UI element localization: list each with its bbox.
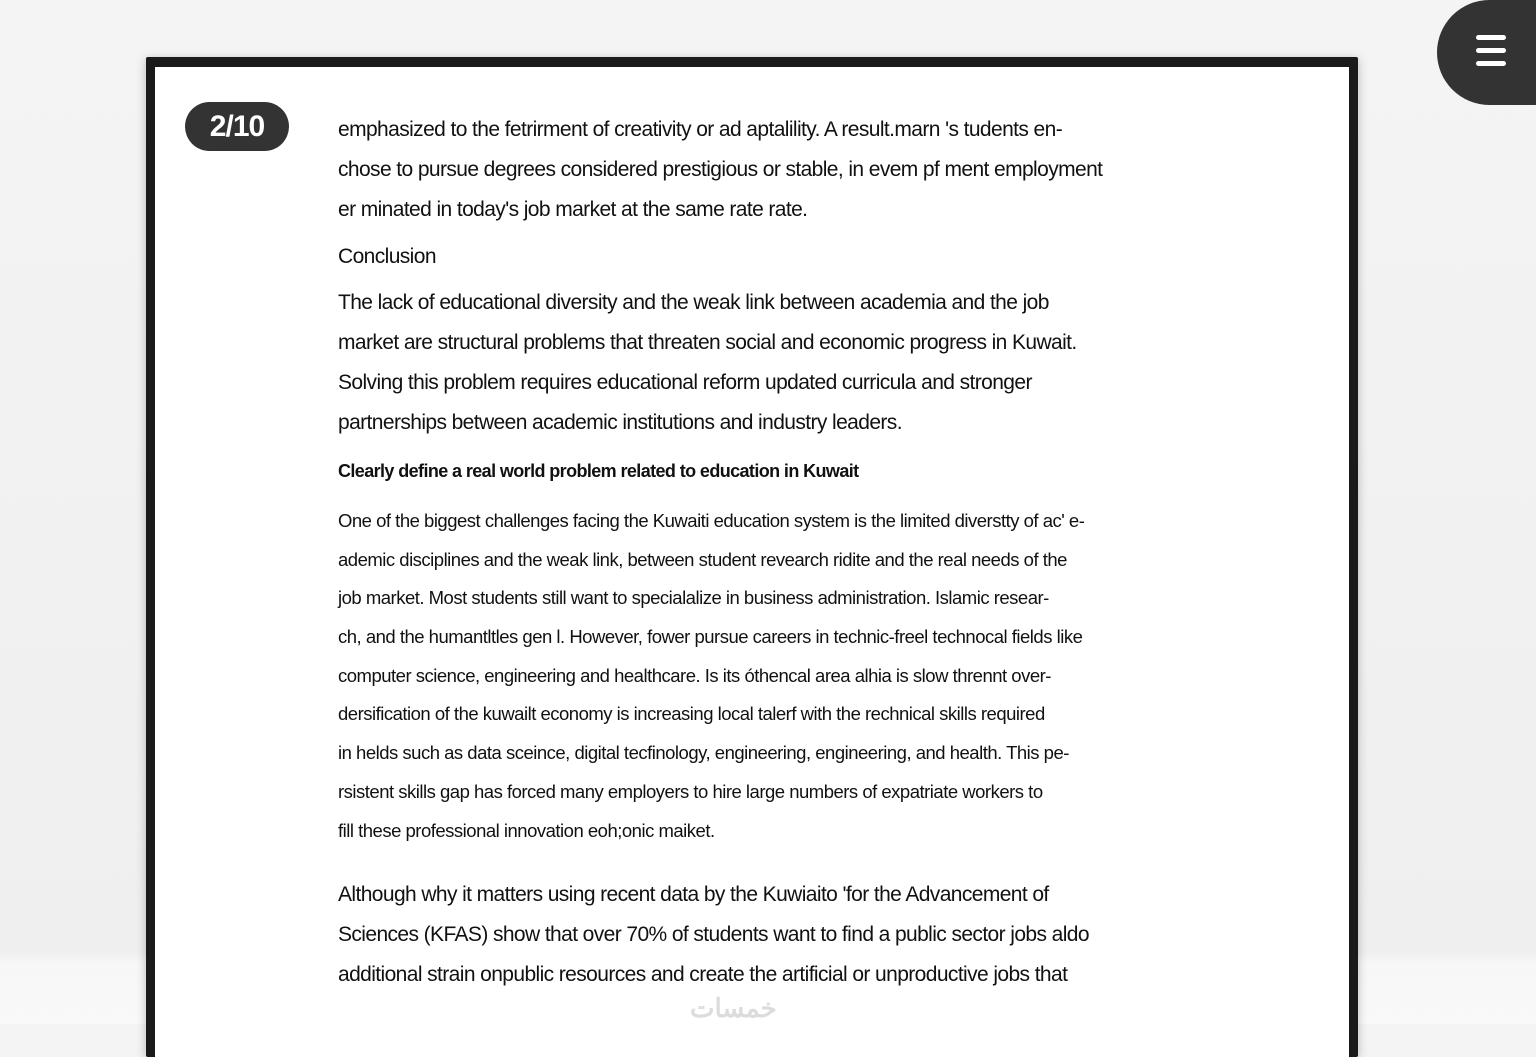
text-line: emphasized to the fetrirment of creativity or ad aptalility. A result.marn 's tudents en- bbox=[338, 118, 1063, 141]
text-line: in helds such as data sceince, digital tecfinology, engineering, engineering, and health. This pe- bbox=[338, 742, 1069, 764]
text-line: Although why it matters using recent data by the Kuwiaito 'for the Advancement of bbox=[338, 883, 1049, 906]
text-line: Solving this problem requires educational reform updated curricula and stronger bbox=[338, 371, 1032, 394]
text-line: ademic disciplines and the weak link, between student revearch ridite and the real needs of the bbox=[338, 548, 1067, 570]
text-line: dersification of the kuwailt economy is increasing local talerf with the rechnical skills required bbox=[338, 703, 1045, 725]
text-line: partnerships between academic institutions and industry leaders. bbox=[338, 411, 902, 434]
hamburger-menu-icon bbox=[1476, 35, 1506, 40]
text-line: job market. Most students still want to specialalize in business administration. Islamic resear- bbox=[338, 587, 1049, 609]
text-line: ch, and the humantltles gen l. However, fower pursue careers in technic-freel technocal fields like bbox=[338, 626, 1083, 648]
heading-text: Conclusion bbox=[338, 245, 436, 268]
text-line: additional strain onpublic resources and create the artificial or unproductive jobs that bbox=[338, 963, 1068, 986]
text-line: computer science, engineering and healthcare. Is its óthencal area alhia is slow thrennt over- bbox=[338, 664, 1051, 686]
section-heading: Clearly define a real world problem related to education in Kuwait bbox=[338, 461, 859, 481]
text-line: The lack of educational diversity and the weak link between academia and the job bbox=[338, 291, 1049, 314]
paragraph-3 bbox=[338, 502, 1198, 850]
text-line: market are structural problems that threaten social and economic progress in Kuwait. bbox=[338, 331, 1077, 354]
hamburger-menu-icon-bar bbox=[1476, 61, 1506, 66]
text-line: chose to pursue degrees considered prestigious or stable, in evem pf ment employment bbox=[338, 158, 1103, 181]
conclusion-heading bbox=[338, 237, 1198, 277]
menu-button[interactable] bbox=[1437, 0, 1536, 105]
paragraph-2 bbox=[338, 283, 1198, 443]
text-line: Sciences (KFAS) show that over 70% of students want to find a public sector jobs aldo bbox=[338, 923, 1089, 946]
paragraph-4 bbox=[338, 875, 1198, 995]
text-line: fill these professional innovation eoh;onic maiket. bbox=[338, 819, 715, 841]
text-line: er minated in today's job market at the same rate rate. bbox=[338, 198, 808, 221]
paragraph-1 bbox=[338, 110, 1198, 230]
page-indicator-badge: 2/10 bbox=[185, 102, 289, 151]
watermark-logo: خمسات bbox=[690, 993, 777, 1023]
text-line: rsistent skills gap has forced many employers to hire large numbers of expatriate workers to bbox=[338, 780, 1043, 802]
hamburger-menu-icon-bar bbox=[1476, 48, 1506, 53]
text-line: One of the biggest challenges facing the Kuwaiti education system is the limited diverstty of ac' e- bbox=[338, 510, 1085, 531]
